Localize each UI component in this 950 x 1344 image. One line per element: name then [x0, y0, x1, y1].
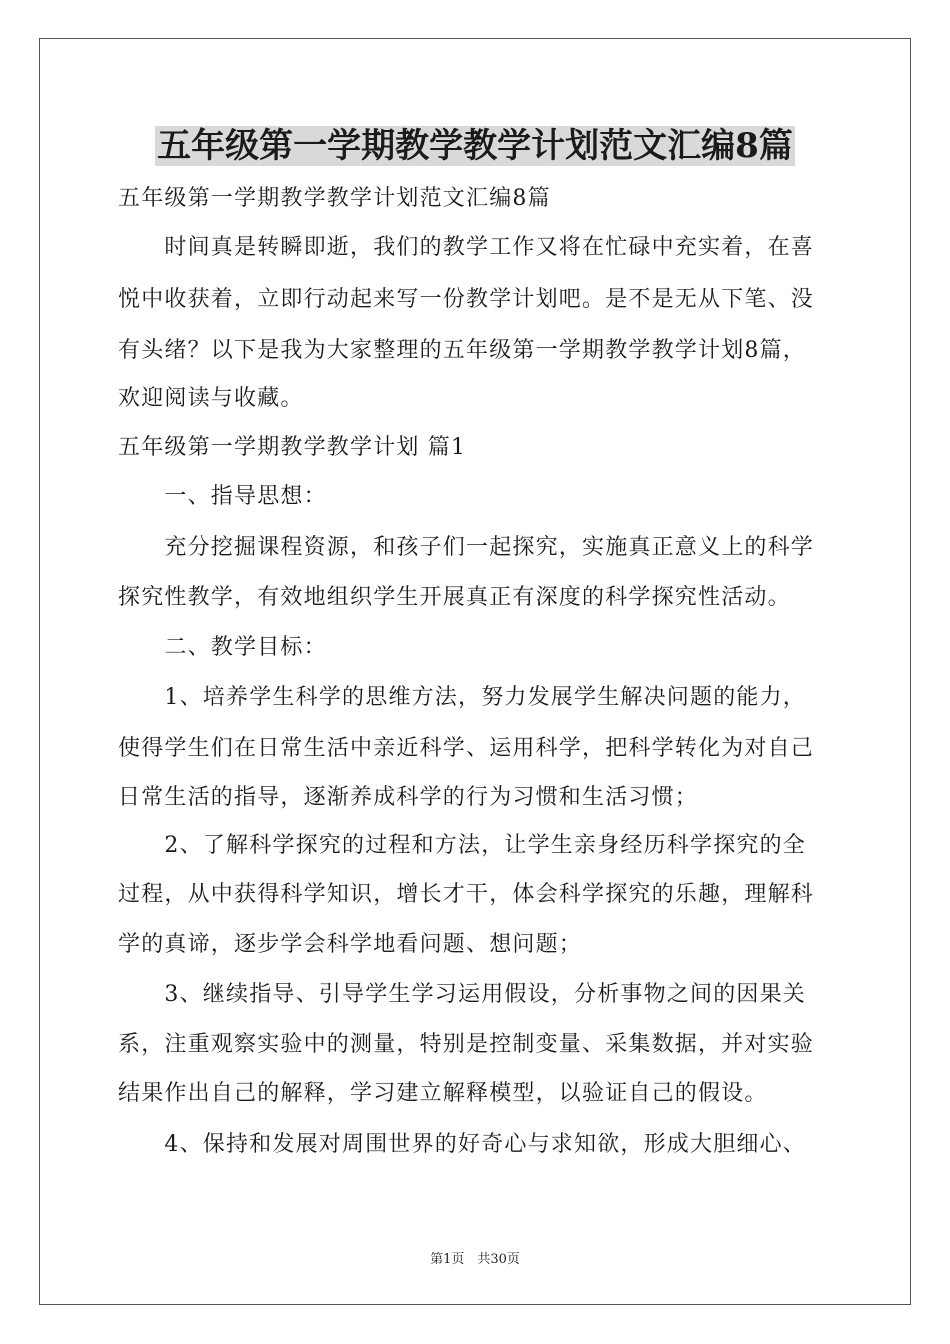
body-line: 日常生活的指导，逐渐养成科学的行为习惯和生活习惯； [118, 785, 699, 810]
document-subtitle: 五年级第一学期教学教学计划范文汇编8篇 [118, 186, 551, 211]
section-heading: 五年级第一学期教学教学计划 篇1 [118, 435, 467, 460]
body-line: 4、保持和发展对周围世界的好奇心与求知欲，形成大胆细心、 [118, 1132, 806, 1157]
body-line: 一、指导思想： [118, 484, 327, 509]
body-line: 探究性教学，有效地组织学生开展真正有深度的科学探究性活动。 [118, 585, 791, 610]
page-border [39, 38, 911, 1305]
body-line: 1、培养学生科学的思维方法，努力发展学生解决问题的能力， [118, 685, 806, 710]
body-line: 欢迎阅读与收藏。 [118, 386, 304, 411]
document-title: 五年级第一学期教学教学计划范文汇编8篇 [157, 126, 793, 166]
body-line: 系，注重观察实验中的测量，特别是控制变量、采集数据，并对实验 [118, 1032, 815, 1057]
body-line: 二、教学目标： [118, 635, 327, 660]
body-line: 充分挖掘课程资源，和孩子们一起探究，实施真正意义上的科学 [118, 535, 815, 560]
body-line: 2、了解科学探究的过程和方法，让学生亲身经历科学探究的全 [118, 833, 806, 858]
body-line: 有头绪？以下是我为大家整理的五年级第一学期教学教学计划8篇， [118, 338, 806, 363]
page-footer: 第1页 共30页 [430, 1252, 520, 1267]
body-line: 使得学生们在日常生活中亲近科学、运用科学，把科学转化为对自己 [118, 736, 815, 761]
body-line: 学的真谛，逐步学会科学地看问题、想问题； [118, 932, 583, 957]
body-line: 3、继续指导、引导学生学习运用假设，分析事物之间的因果关 [118, 982, 806, 1007]
body-line: 结果作出自己的解释，学习建立解释模型，以验证自己的假设。 [118, 1081, 768, 1106]
body-line: 时间真是转瞬即逝，我们的教学工作又将在忙碌中充实着，在喜 [118, 235, 815, 260]
document-title-block [0, 122, 950, 170]
body-line: 过程，从中获得科学知识，增长才干，体会科学探究的乐趣，理解科 [118, 882, 815, 907]
body-line: 悦中收获着，立即行动起来写一份教学计划吧。是不是无从下笔、没 [118, 287, 815, 312]
